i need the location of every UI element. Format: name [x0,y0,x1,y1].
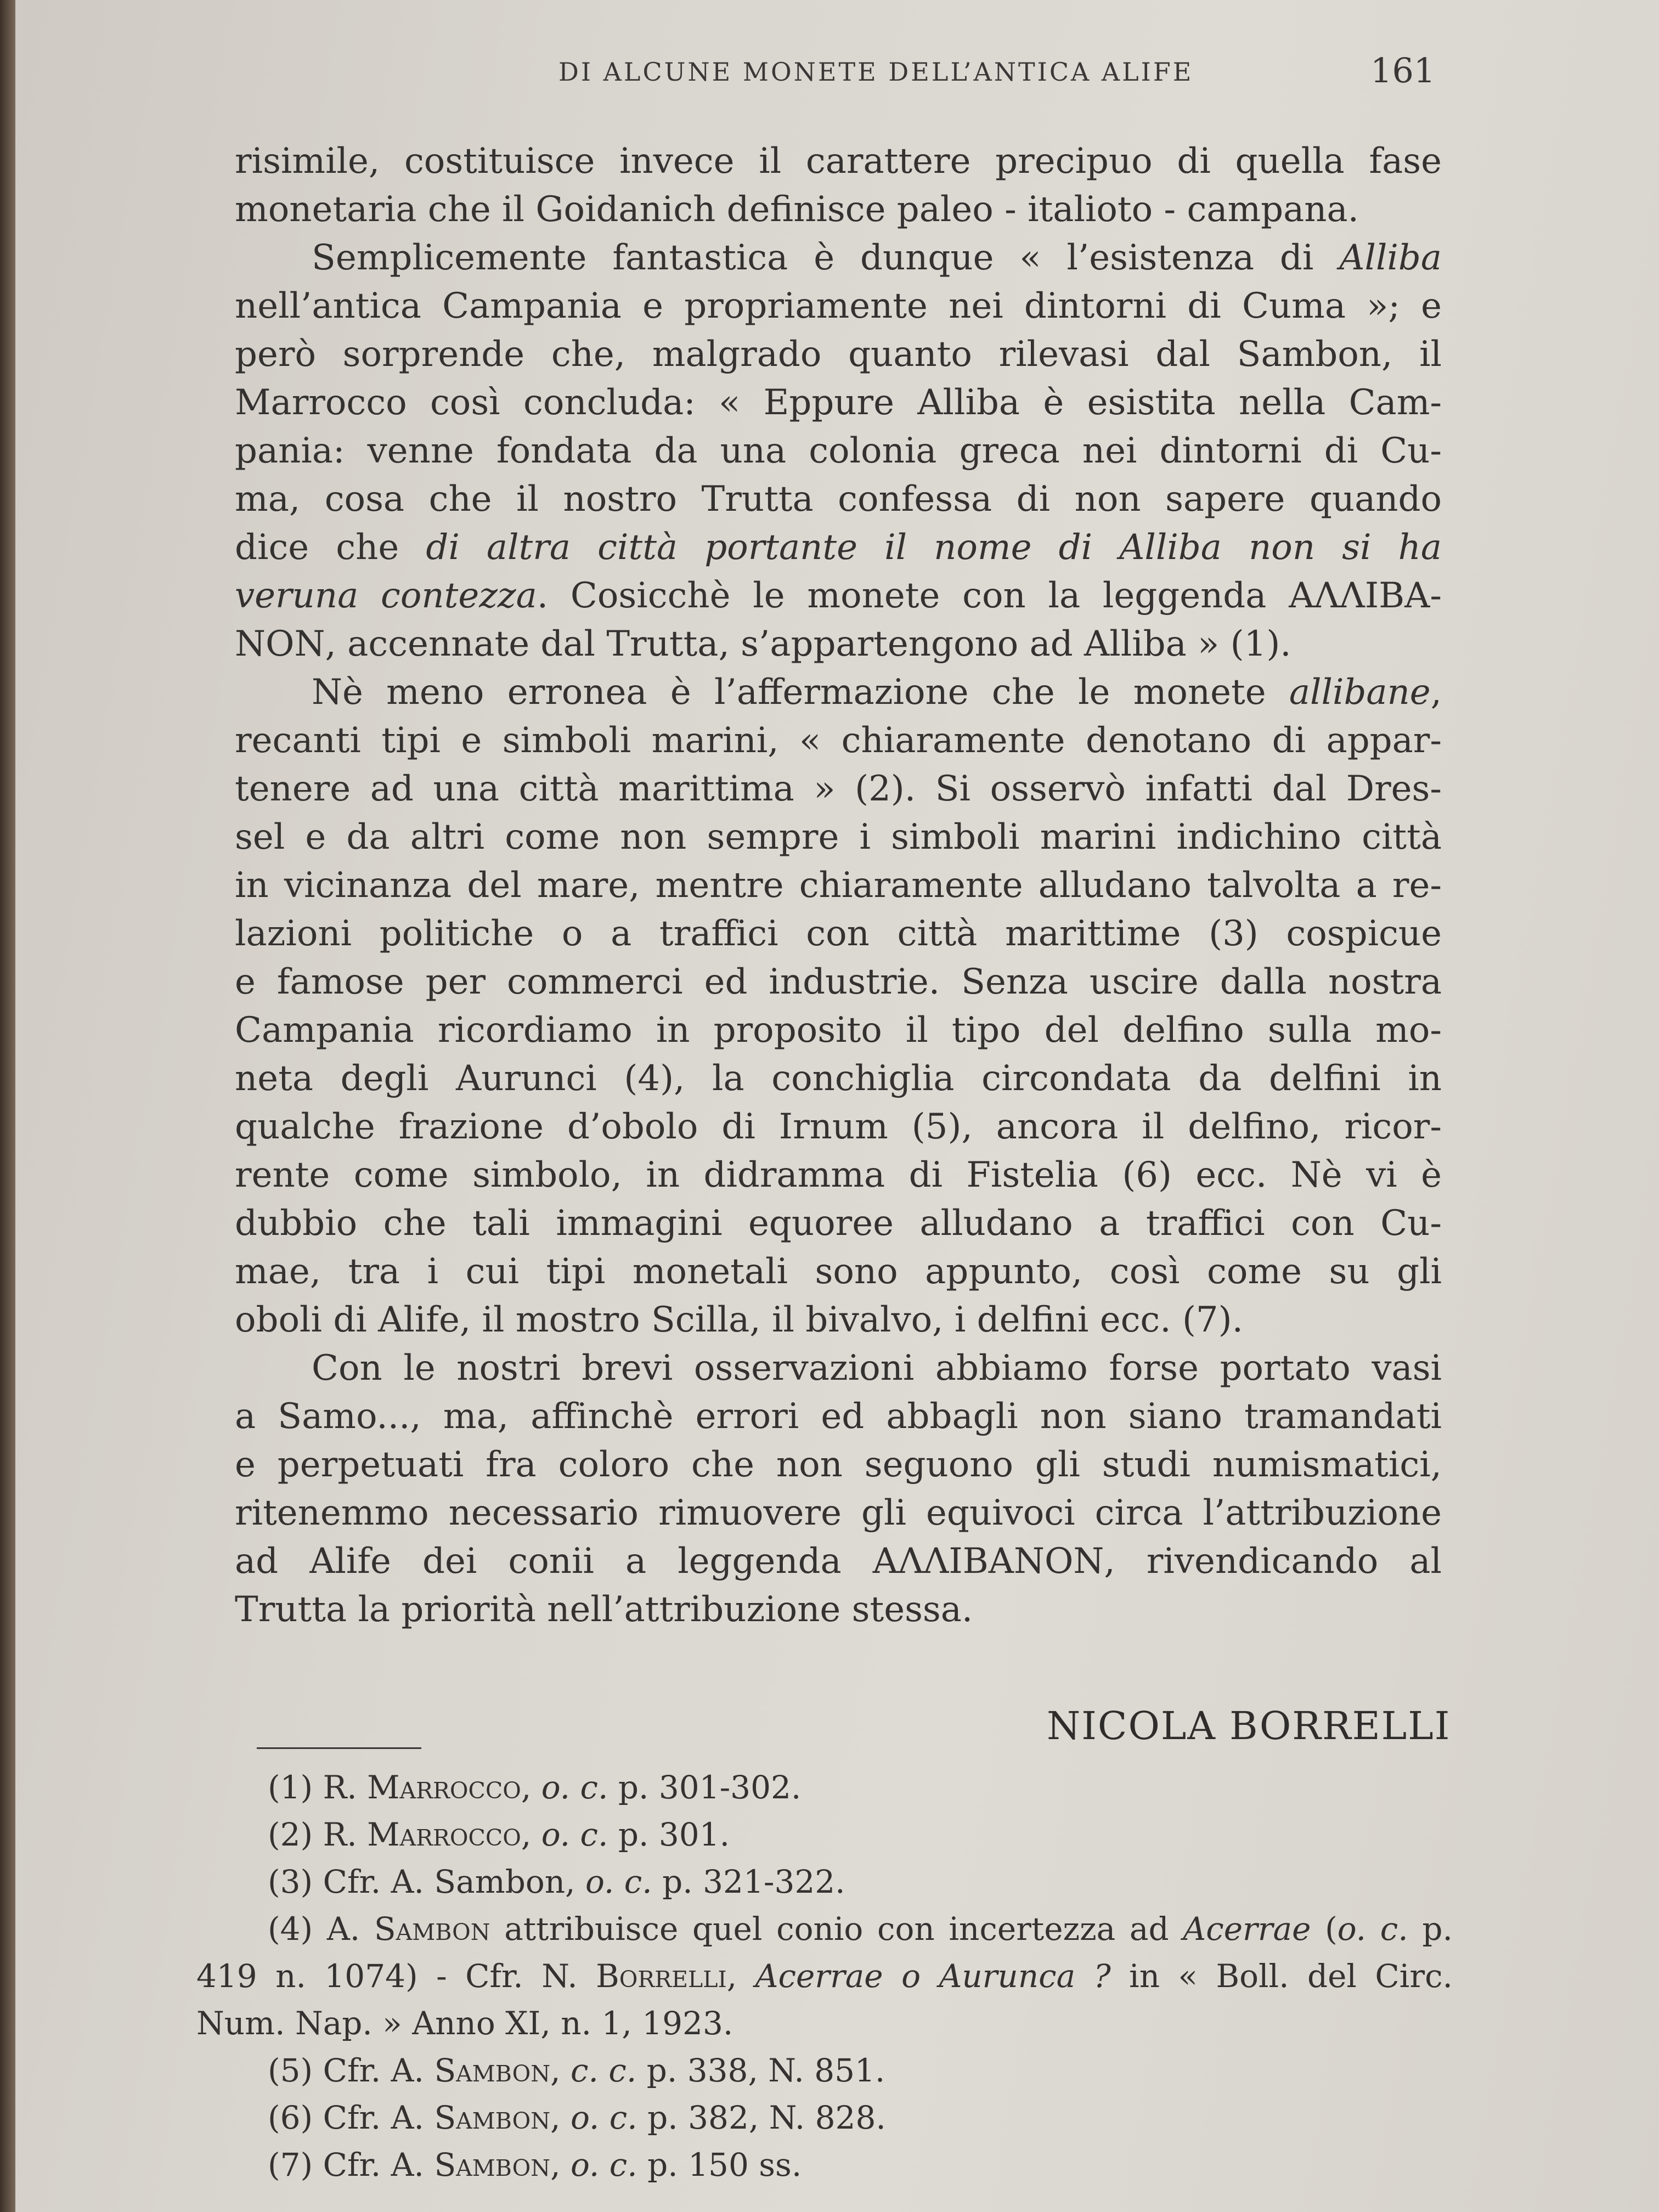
text-line: ritenemmo necessario rimuovere gli equivoci circa l’attribuzione [235,1493,1442,1533]
text-line: dubbio che tali immagini equoree alludano a traffici con Cu- [235,1203,1442,1244]
fn-run: in « Boll. del Circ. [1110,1957,1453,1995]
fn-run-smallcaps: Sambon [434,2146,551,2183]
text-line: e perpetuati fra coloro che non seguono gli studi numismatici, [235,1444,1442,1485]
text-line: neta degli Aurunci (4), la conchiglia circondata da delfini in [235,1058,1442,1099]
fn-run: , [521,1816,541,1853]
text-line [235,234,1442,282]
text-line: Campania ricordiamo in proposito il tipo del delfino sulla mo- [235,1010,1442,1051]
text-line: pania: venne fondata da una colonia greca nei dintorni di Cu- [235,431,1442,471]
fn-run-smallcaps: Borrelli [596,1957,727,1995]
text-line: risimile, costituisce invece il carattere precipuo di quella fase [235,141,1442,182]
fn-run: , [550,2146,571,2183]
text-line: recanti tipi e simboli marini, « chiaramente denotano di appar- [235,720,1442,761]
fn-run: p. 150 ss. [637,2146,802,2183]
text-line: a Samo..., ma, affinchè errori ed abbagli non siano tramandati [235,1396,1442,1437]
fn-run: p. 301-302. [608,1769,802,1806]
text-line: lazioni politiche o a traffici con città marittime (3) cospicue [235,913,1442,954]
footnote [196,1858,1453,1905]
running-title: DI ALCUNE MONETE DELL’ANTICA ALIFE [558,57,1194,87]
author-signature: NICOLA BORRELLI [1047,1703,1451,1748]
fn-run: ( [1311,1910,1338,1948]
fn-run: (4) A. [268,1910,374,1948]
text-run: Nè meno erronea è l’affermazione che le monete [312,672,1289,713]
fn-run-smallcaps: Sambon [374,1910,490,1948]
text-line: però sorprende che, malgrado quanto rilevasi dal Sambon, il [235,334,1442,375]
book-gutter-shadow [0,0,15,2212]
fn-run: (6) Cfr. A. [268,2099,435,2136]
text-run: dice che [235,527,426,568]
fn-run-smallcaps: Sambon [434,2052,551,2089]
text-line [235,523,1442,572]
fn-run-italic: o. c. [571,2146,637,2183]
footnote [196,1905,1453,1953]
fn-run-italic: o. c. [541,1769,608,1806]
text-line [235,668,1442,716]
fn-run: , [726,1957,755,1995]
text-line [235,572,1442,620]
text-line: Con le nostri brevi osservazioni abbiamo forse portato vasi [312,1348,1442,1389]
text-line: in vicinanza del mare, mentre chiaramente alludano talvolta a re- [235,865,1442,906]
fn-run: p. 321-322. [652,1863,845,1900]
footnotes [196,1764,1453,2188]
body-text [235,137,1442,1634]
fn-run-smallcaps: Sambon [434,2099,551,2136]
fn-run-italic: c. c. [571,2052,637,2089]
footnote [196,1811,1453,1858]
text-line: e famose per commerci ed industrie. Senza uscire dalla nostra [235,962,1442,1002]
text-line: tenere ad una città marittima » (2). Si osservò infatti dal Dres- [235,769,1442,809]
text-line: monetaria che il Goidanich definisce paleo - italioto - campana. [235,189,1359,230]
footnote [196,2047,1453,2094]
fn-run-italic: Acerrae o Aurunca ? [755,1957,1111,1995]
text-run-italic: allibane [1289,672,1431,713]
text-run: , [1430,672,1442,713]
fn-run-italic: o. c. [571,2099,637,2136]
text-run: . Cosicchè le monete con la leggenda ΑΛΛΙΒΑ- [537,575,1442,616]
text-line: nell’antica Campania e propriamente nei dintorni di Cuma »; e [235,286,1442,326]
text-line: sel e da altri come non sempre i simboli marini indichino città [235,817,1442,857]
text-run-italic: di altra città portante il nome di Alliba non si ha [426,527,1442,568]
footnote [196,2094,1453,2141]
fn-run: p. [1408,1910,1453,1948]
fn-run: (7) Cfr. A. [268,2146,435,2183]
text-line: ad Alife dei conii a leggenda ΑΛΛΙΒΑΝΟΝ, rivendicando al [235,1541,1442,1582]
footnote-continuation [196,1953,1453,2000]
text-run: Semplicemente fantastica è dunque « l’esistenza di [312,238,1340,278]
footnote [196,1764,1453,1811]
fn-run: (5) Cfr. A. [268,2052,435,2089]
fn-run: (2) R. [268,1816,368,1853]
fn-run: attribuisce quel conio con incertezza ad [490,1910,1183,1948]
text-line: Trutta la priorità nell’attribuzione stessa. [235,1589,973,1630]
footnote-divider [257,1747,421,1749]
fn-run-italic: Acerrae [1183,1910,1311,1948]
fn-run: 419 n. 1074) - Cfr. N. [196,1957,596,1995]
book-page [15,0,1659,2212]
fn-run: p. 338, N. 851. [636,2052,885,2089]
fn-run: (3) Cfr. A. Sambon, [268,1863,586,1900]
text-line: ΝΟΝ, accennate dal Trutta, s’appartengono ad Alliba » (1). [235,624,1291,664]
page-number: 161 [1370,50,1436,91]
fn-run-smallcaps: Marrocco [367,1816,521,1853]
fn-run: , [550,2052,571,2089]
fn-run: , [521,1769,541,1806]
text-line: Marrocco così concluda: « Eppure Alliba è esistita nella Cam- [235,382,1442,423]
fn-run: p. 382, N. 828. [637,2099,886,2136]
text-run-italic: Alliba [1339,238,1442,278]
fn-run-italic: o. c. [1337,1910,1408,1948]
fn-run: , [550,2099,571,2136]
text-line: oboli di Alife, il mostro Scilla, il bivalvo, i delfini ecc. (7). [235,1300,1243,1340]
text-line: ma, cosa che il nostro Trutta confessa di non sapere quando [235,479,1442,520]
footnote [196,2141,1453,2188]
fn-run-smallcaps: Marrocco [367,1769,521,1806]
fn-run-italic: o. c. [585,1863,652,1900]
text-line: rente come simbolo, in didramma di Fistelia (6) ecc. Nè vi è [235,1155,1442,1195]
fn-run: (1) R. [268,1769,368,1806]
text-line: qualche frazione d’obolo di Irnum (5), ancora il delfino, ricor- [235,1107,1442,1147]
fn-run: p. 301. [608,1816,730,1853]
fn-run-italic: o. c. [541,1816,608,1853]
text-run-italic: veruna contezza [235,575,537,616]
text-line: mae, tra i cui tipi monetali sono appunto, così come su gli [235,1251,1442,1292]
footnote-continuation: Num. Nap. » Anno XI, n. 1, 1923. [196,2005,733,2042]
